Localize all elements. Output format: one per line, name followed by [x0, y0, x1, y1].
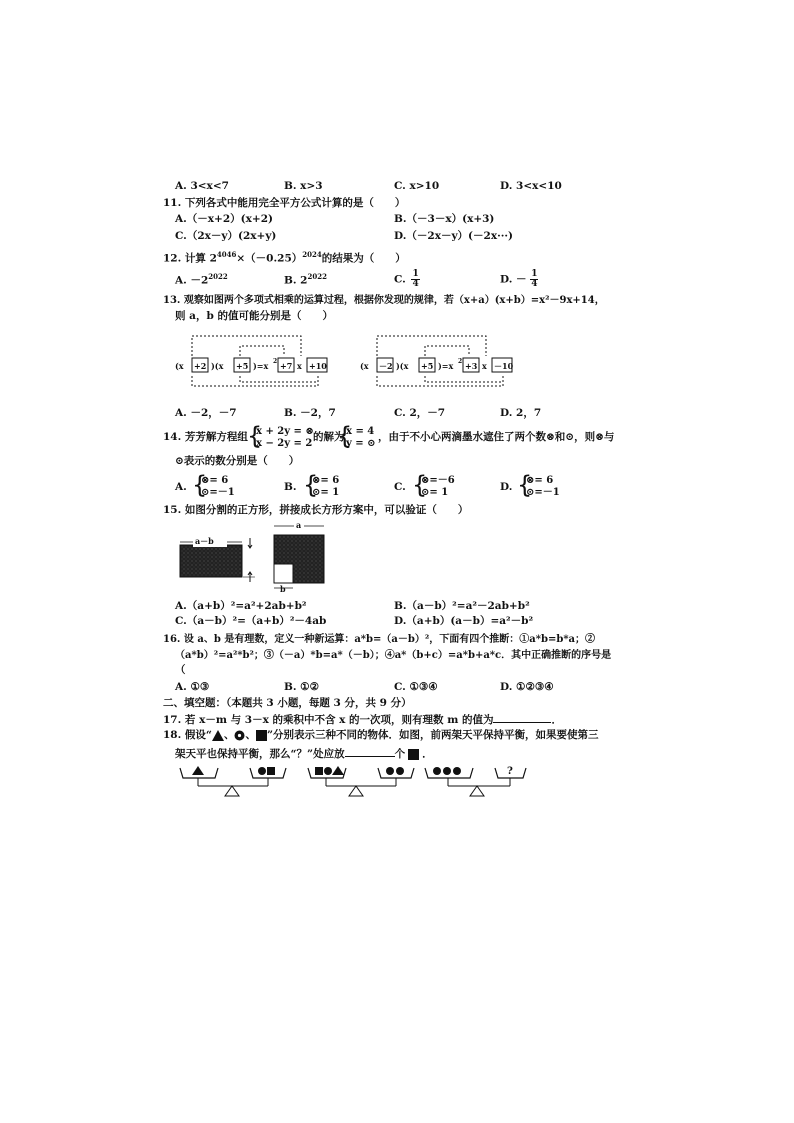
q16-line3: （ — [175, 664, 186, 676]
q12-option-d-fraction — [530, 270, 538, 289]
q12-option-d-den: 4 — [531, 279, 538, 289]
q13-option-b: B. －2，7 — [284, 407, 336, 419]
balance-1 — [180, 766, 286, 796]
q13-option-d: D. 2，7 — [500, 407, 542, 419]
q18-line1-c: 、 — [245, 729, 256, 741]
q14-option-b-line1: ⊗= 6 — [312, 475, 340, 486]
q12-option-a-exp: 2022 — [208, 272, 228, 281]
q18-line2-a: 架天平也保持平衡，那么“？”处应放 — [175, 748, 345, 760]
q13-option-c: C. 2，－7 — [394, 407, 446, 419]
q12-option-c-num: 1 — [412, 269, 419, 279]
q14-option-c-line1: ⊗=－6 — [421, 475, 455, 486]
q16-line1: 16. 设 a、b 是有理数，定义一种新运算：a*b=（a－b）²，下面有四个推断：①a*b=b*a；② — [163, 634, 596, 645]
square-icon — [315, 767, 323, 775]
q18-answer-blank[interactable] — [345, 746, 395, 757]
q13-diagram-left — [175, 336, 327, 386]
q17-answer-blank[interactable] — [493, 712, 551, 723]
question-mark: ? — [507, 766, 513, 777]
svg-text:2: 2 — [458, 358, 463, 365]
q13-left-sum: +7 — [280, 361, 293, 371]
q15-option-b: B.（a－b）²=a²－2ab+b² — [394, 600, 530, 612]
section2-heading: 二、填空题：（本题共 3 小题，每题 3 分，共 9 分） — [163, 697, 412, 709]
circle-icon — [258, 767, 266, 775]
q13-option-a: A. －2，－7 — [175, 407, 237, 419]
q14-option-c-line2: ⊙= 1 — [421, 487, 449, 498]
q18-balances — [170, 760, 540, 802]
q14-option-b-label: B. — [284, 481, 297, 493]
q16-option-c: C. ①③④ — [394, 681, 438, 693]
q12-option-a — [175, 270, 228, 288]
q14-stem-line2: ⊙表示的数分别是（ ） — [175, 455, 300, 467]
q16-option-b: B. ①② — [284, 681, 320, 693]
q12-stem — [163, 248, 406, 266]
q18-line1-d: ”分别表示三种不同的物体．如图，前两架天平保持平衡，如果要使第三 — [266, 729, 599, 741]
svg-text:(x: (x — [175, 361, 184, 371]
q18-line2-c: ． — [422, 748, 433, 760]
q13-stem-line2: 则 a，b 的值可能分别是（ ） — [175, 310, 333, 322]
q13-right-a: －2 — [379, 361, 393, 371]
q13-stem-line1: 13. 观察如图两个多项式相乘的运算过程，根据你发现的规律，若（x+a）(x+b）=x²－9x+14， — [163, 295, 605, 306]
q11-option-d: D.（－2x－y）(－2x···) — [394, 230, 514, 242]
q18-line1-a: 18. 假设“ — [163, 729, 212, 741]
q12-option-d-num: 1 — [531, 269, 538, 279]
q12-option-c — [394, 270, 420, 289]
q17-blank-end: ． — [551, 714, 562, 726]
q12-stem-a: 12. 计算 2 — [163, 252, 217, 265]
q15-option-a: A.（a+b）²=a²+2ab+b² — [175, 600, 307, 612]
q12-option-d-label: D. － — [500, 273, 527, 286]
q12-option-b-exp: 2022 — [307, 272, 327, 281]
q10-option-b: B. x>3 — [284, 180, 323, 192]
q15-option-c: C.（a－b）²=（a+b）²－4ab — [175, 615, 327, 627]
q12-option-c-den: 4 — [412, 279, 419, 289]
circle-icon — [386, 767, 394, 775]
q10-option-d: D. 3<x<10 — [500, 180, 562, 192]
q14-option-a-brace: { — [192, 471, 208, 499]
svg-text:)(x: )(x — [396, 361, 409, 371]
q17-stem — [163, 712, 562, 727]
square-icon — [408, 749, 419, 760]
svg-text:)=x: )=x — [438, 361, 454, 371]
q12-option-c-label: C. — [394, 273, 406, 286]
svg-text:)(x: )(x — [211, 361, 224, 371]
triangle-icon — [212, 730, 224, 741]
q12-option-b-text: B. 2 — [284, 274, 308, 287]
q14-option-d-line2: ⊙=－1 — [526, 487, 560, 498]
circle-icon — [433, 767, 441, 775]
q11-stem: 11. 下列各式中能用完全平方公式计算的是（ ） — [163, 197, 406, 209]
q12-option-b — [284, 270, 327, 288]
q14-option-d-label: D. — [500, 481, 513, 493]
q13-left-a: +2 — [194, 361, 207, 371]
q13-diagram — [170, 328, 530, 394]
q15-option-d: D.（a+b）(a－b）=a²－b² — [394, 615, 534, 627]
q11-option-b: B.（－3－x）(x+3) — [394, 213, 495, 225]
q14-system-line2: x − 2y = 2 — [256, 438, 313, 449]
q14-option-d-line1: ⊗= 6 — [526, 475, 554, 486]
q12-stem-exp1: 4046 — [216, 250, 237, 259]
q13-left-b: +5 — [236, 361, 249, 371]
q14-solution-brace: { — [337, 422, 353, 450]
q15-figure — [175, 520, 335, 594]
q13-left-product: +10 — [309, 361, 327, 371]
square-icon — [256, 730, 267, 741]
circle-icon — [324, 767, 332, 775]
svg-text:x: x — [482, 361, 487, 371]
q11-option-c: C.（2x－y）(2x+y) — [175, 230, 277, 242]
q10-option-c: C. x>10 — [394, 180, 440, 192]
q12-stem-exp2: 2024 — [302, 250, 322, 259]
q11-option-a: A.（－x+2）(x+2) — [175, 213, 273, 225]
svg-text:)=x: )=x — [253, 361, 269, 371]
q15-label-b: b — [280, 584, 286, 594]
balance-2 — [308, 766, 414, 796]
q13-right-b: +5 — [421, 361, 434, 371]
q14-stem-c: ，由于不小心两滴墨水遮住了两个数⊗和⊙，则⊗与 — [378, 431, 615, 443]
balance-3 — [425, 766, 526, 796]
q14-solution-line2: y = ⊙ — [346, 438, 376, 449]
q14-stem-b: 的解为 — [313, 431, 345, 443]
q14-option-b-brace: { — [303, 471, 319, 499]
q14-option-d-brace: { — [517, 471, 533, 499]
q14-stem-a: 14. 芳芳解方程组 — [163, 431, 248, 443]
q14-system-line1: x + 2y = ⊗ — [256, 426, 314, 437]
q12-option-c-fraction — [411, 270, 419, 289]
svg-text:2: 2 — [273, 358, 278, 365]
q14-option-a-line2: ⊙=－1 — [201, 487, 235, 498]
q18-line1 — [163, 729, 599, 742]
q14-option-b-line2: ⊙= 1 — [312, 487, 340, 498]
q16-option-d: D. ①②③④ — [500, 681, 554, 693]
q15-left-rectangle — [180, 545, 242, 577]
circle-icon — [234, 730, 245, 741]
circle-icon — [443, 767, 451, 775]
triangle-icon — [192, 766, 204, 775]
q14-solution-line1: x = 4 — [346, 426, 375, 437]
q14-option-c-brace: { — [412, 471, 428, 499]
triangle-icon — [332, 766, 344, 775]
square-icon — [267, 767, 275, 775]
circle-icon — [396, 767, 404, 775]
q13-right-sum: +3 — [465, 361, 478, 371]
svg-text:x: x — [297, 361, 302, 371]
q18-line2 — [175, 746, 433, 761]
q10-option-a: A. 3<x<7 — [175, 180, 229, 192]
q18-line1-b: 、 — [223, 729, 235, 741]
q15-label-a: a — [296, 520, 302, 530]
q12-stem-c: 的结果为（ ） — [321, 252, 406, 265]
q16-line2: （a*b）²=a²*b²；③（－a）*b=a*（－b）；④a*（b+c）=a*b+a*c．其中正确推断的序号是 — [175, 650, 612, 661]
q14-option-a-line1: ⊗= 6 — [201, 475, 229, 486]
svg-text:(x: (x — [360, 361, 369, 371]
q12-stem-b: ×（－0.25） — [236, 252, 303, 265]
q16-option-a: A. ①③ — [175, 681, 210, 693]
q12-option-a-text: A. －2 — [175, 274, 209, 287]
q12-option-d — [500, 270, 538, 289]
q14-option-c-label: C. — [394, 481, 406, 493]
q15-stem: 15. 如图分割的正方形，拼接成长方形方案中，可以验证（ ） — [163, 504, 469, 516]
q17-stem-text: 17. 若 x－m 与 3－x 的乘积中不含 x 的一次项，则有理数 m 的值为 — [163, 714, 494, 726]
q14-system-brace: { — [247, 422, 263, 450]
circle-icon — [453, 767, 461, 775]
q14-option-a-label: A. — [175, 481, 187, 493]
q15-label-amb: a－b — [195, 536, 214, 546]
q13-right-product: －10 — [494, 361, 514, 371]
q18-line2-b: 个 — [394, 748, 406, 760]
q13-diagram-right — [360, 336, 514, 386]
